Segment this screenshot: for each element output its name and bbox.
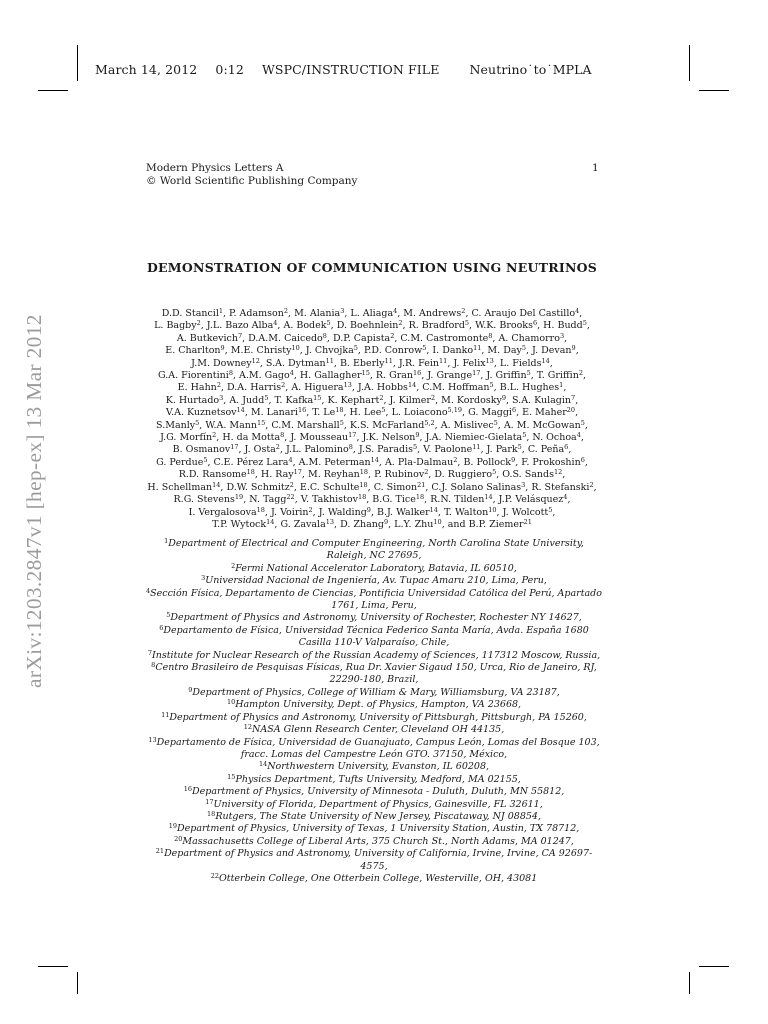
author-line: A. Butkevich$^7$, D.A.M. Caicedo$^8$, D.P. Capista$^2$, C.M. Castromonte$^8$, A. Chamorro$^3$,: [176, 331, 568, 344]
affiliation-number: 20: [174, 834, 183, 843]
affiliation-item: [144, 538, 604, 563]
affiliation-text: Department of Physics, College of William & Mary, Williamsburg, VA 23187,: [192, 686, 560, 698]
affiliation-text: Physics Department, Tufts University, Medford, MA 02155,: [235, 773, 521, 785]
author-line: G. Perdue$^5$, C.E. Pérez Lara$^4$, A.M. Peterman$^{14}$, A. Pla-Dalmau$^2$, B. Pollock$^9$, F. Prokoshin$^6$,: [156, 455, 588, 468]
author-line: D.D. Stancil$^1$, P. Adamson$^2$, M. Alania$^3$, L. Aliaga$^4$, M. Andrews$^2$, C. Araujo Del Castillo$^4$,: [161, 307, 583, 319]
author-line: H. Schellman$^{14}$, D.W. Schmitz$^2$, E.C. Schulte$^{18}$, C. Simon$^{21}$, C.J. Solano Salinas$^3$, R. Stefanski$^2$,: [147, 480, 597, 493]
crop-mark: [699, 966, 729, 967]
affiliation-text: Department of Electrical and Computer Engineering, North Carolina State University, Raleigh, NC 27695,: [168, 538, 584, 562]
journal-block: [146, 162, 357, 188]
author-line: R.D. Ransome$^{18}$, H. Ray$^{17}$, M. Reyhan$^{18}$, P. Rubinov$^2$, D. Ruggiero$^5$, O.S. Sands$^{12}$,: [178, 468, 566, 481]
affiliation-item: [144, 823, 604, 835]
author-line: V.A. Kuznetsov$^{14}$, M. Lanari$^{16}$, T. Le$^{18}$, H. Lee$^5$, L. Loiacono$^{5,19}$, G. Maggi$^6$, E. Maher$^{20}$,: [165, 406, 579, 419]
affiliation-text: Northwestern University, Evanston, IL 60208,: [267, 761, 490, 773]
affiliation-list: [144, 538, 604, 885]
affiliation-text: Departamento de Física, Universidad Técnica Federico Santa María, Avda. España 1680 Casilla 110-V Valparaíso, Chile,: [163, 624, 589, 649]
paper-title: DEMONSTRATION OF COMMUNICATION USING NEUTRINOS: [146, 260, 598, 275]
crop-mark: [689, 972, 690, 994]
affiliation-text: Otterbein College, One Otterbein College, Westerville, OH, 43081: [218, 872, 538, 884]
author-line: E. Charlton$^9$, M.E. Christy$^{10}$, J. Chvojka$^5$, P.D. Conrow$^5$, I. Danko$^{11}$, M. Day$^5$, J. Devan$^9$,: [165, 344, 579, 357]
crop-mark: [699, 90, 729, 91]
affiliation-item: [144, 848, 604, 873]
affiliation-item: [144, 737, 604, 762]
author-line: R.G. Stevens$^{19}$, N. Tagg$^{22}$, V. Takhistov$^{18}$, B.G. Tice$^{18}$, R.N. Tilden$^{14}$, J.P. Velásquez$^4$,: [173, 493, 571, 506]
affiliation-number: 1: [164, 537, 169, 545]
affiliation-number: 6: [159, 623, 164, 632]
affiliation-item: [144, 873, 604, 885]
affiliation-item: [144, 811, 604, 823]
affiliation-item: [144, 563, 604, 575]
author-line: J.G. Morfín$^2$, H. da Motta$^8$, J. Mousseau$^{17}$, J.K. Nelson$^9$, J.A. Niemiec-Gielata$^5$, N. Ochoa$^4$,: [160, 431, 584, 444]
affiliation-number: 15: [227, 772, 236, 781]
affiliation-text: Department of Physics, University of Minnesota - Duluth, Duluth, MN 55812,: [192, 786, 565, 798]
affiliation-number: 22: [210, 871, 219, 880]
affiliation-number: 18: [207, 809, 216, 818]
affiliation-number: 13: [148, 735, 157, 744]
affiliation-number: 11: [161, 710, 170, 719]
affiliation-item: [144, 588, 604, 613]
affiliation-number: 21: [155, 847, 165, 856]
affiliation-number: 10: [226, 698, 236, 707]
header-file-label: WSPC/INSTRUCTION FILE: [261, 62, 440, 77]
author-line: G.A. Fiorentini$^8$, A.M. Gago$^4$, H. Gallagher$^{15}$, R. Gran$^{16}$, J. Grange$^{17}$, J. Griffin$^5$, T. Griffin$^2$,: [158, 369, 586, 382]
arxiv-identifier[interactable]: arXiv:1203.2847v1 [hep-ex] 13 Mar 2012: [22, 314, 46, 688]
affiliation-number: 12: [243, 723, 253, 732]
affiliation-item: [144, 699, 604, 711]
author-line: B. Osmanov$^{17}$, J. Osta$^2$, J.L. Palomino$^8$, J.S. Paradis$^5$, V. Paolone$^{11}$, J. Park$^5$, C. Peña$^6$,: [172, 443, 572, 456]
crop-mark: [77, 972, 78, 994]
affiliation-text: Fermi National Accelerator Laboratory, Batavia, IL 60510,: [235, 562, 517, 574]
affiliation-item: [144, 836, 604, 848]
author-line: S.Manly$^5$, W.A. Mann$^{15}$, C.M. Marshall$^5$, K.S. McFarland$^{5,2}$, A. Mislivec$^5$, A. M. McGowan$^5$,: [156, 418, 588, 431]
affiliation-number: 19: [168, 822, 177, 831]
affiliation-number: 16: [183, 785, 192, 794]
author-line: I. Vergalosova$^{18}$, J. Voirin$^2$, J. Walding$^9$, B.J. Walker$^{14}$, T. Walton$^{10}$, J. Wolcott$^5$,: [188, 505, 556, 518]
author-list: [140, 308, 604, 531]
journal-name: Modern Physics Letters A: [146, 162, 284, 174]
affiliation-item: [144, 662, 604, 687]
affiliation-text: Hampton University, Dept. of Physics, Hampton, VA 23668,: [235, 699, 522, 711]
running-header: [95, 62, 592, 77]
affiliation-number: 5: [166, 611, 171, 620]
affiliation-item: [144, 650, 604, 662]
affiliation-item: [144, 724, 604, 736]
affiliation-text: Department of Physics, University of Texas, 1 University Station, Austin, TX 78712,: [177, 823, 580, 835]
affiliation-text: NASA Glenn Research Center, Cleveland OH 44135,: [252, 724, 505, 736]
affiliation-text: University of Florida, Department of Physics, Gainesville, FL 32611,: [213, 798, 543, 810]
affiliation-number: 9: [188, 685, 193, 694]
author-line: J.M. Downey$^{12}$, S.A. Dytman$^{11}$, B. Eberly$^{11}$, J.R. Fein$^{11}$, J. Felix$^{13}$, L. Fields$^{14}$,: [191, 356, 553, 369]
header-time: 0:12: [215, 62, 244, 77]
affiliation-item: [144, 612, 604, 624]
affiliation-item: [144, 687, 604, 699]
affiliation-item: [144, 575, 604, 587]
affiliation-number: 14: [258, 760, 268, 769]
affiliation-item: [144, 761, 604, 773]
affiliation-text: Department of Physics and Astronomy, University of Pittsburgh, Pittsburgh, PA 15260,: [169, 711, 587, 723]
author-line: L. Bagby$^2$, J.L. Bazo Alba$^4$, A. Bodek$^5$, D. Boehnlein$^2$, R. Bradford$^5$, W.K. Brooks$^6$, H. Budd$^5$,: [154, 319, 590, 332]
affiliation-item: [144, 712, 604, 724]
author-line: K. Hurtado$^3$, A. Judd$^5$, T. Kafka$^{15}$, K. Kephart$^2$, J. Kilmer$^2$, M. Kordosky$^9$, S.A. Kulagin$^7$,: [165, 393, 579, 406]
affiliation-text: Rutgers, The State University of New Jersey, Piscataway, NJ 08854,: [215, 810, 541, 822]
affiliation-text: Universidad Nacional de Ingeniería, Av. Tupac Amaru 210, Lima, Peru,: [205, 575, 547, 587]
affiliation-text: Massachusetts College of Liberal Arts, 375 Church St., North Adams, MA 01247,: [182, 835, 574, 847]
affiliation-text: Sección Física, Departamento de Ciencias, Pontificia Universidad Católica del Perú, Apartado 1761, Lima, Peru,: [150, 587, 602, 612]
affiliation-text: Centro Brasileiro de Pesquisas Físicas, Rua Dr. Xavier Sigaud 150, Urca, Rio de Janeiro, RJ, 22290-180, Brazil,: [155, 662, 597, 686]
affiliation-number: 7: [147, 648, 152, 657]
affiliation-text: Institute for Nuclear Research of the Russian Academy of Sciences, 117312 Moscow, Russia,: [151, 649, 601, 661]
affiliation-number: 17: [205, 797, 214, 806]
affiliation-item: [144, 774, 604, 786]
affiliation-number: 4: [146, 586, 151, 595]
crop-mark: [77, 45, 78, 81]
affiliation-text: Department of Physics and Astronomy, University of California, Irvine, Irvine, CA 92697-4575,: [164, 848, 593, 872]
crop-mark: [38, 966, 68, 967]
affiliation-number: 8: [151, 661, 156, 670]
journal-publisher: © World Scientific Publishing Company: [146, 175, 358, 187]
affiliation-text: Departamento de Física, Universidad de Guanajuato, Campus León, Lomas del Bosque 103, fracc. Lomas del Campestre León GTO. 37150, México,: [156, 736, 600, 760]
crop-mark: [689, 45, 690, 81]
crop-mark: [38, 90, 68, 91]
page-number: 1: [592, 162, 599, 174]
affiliation-item: [144, 625, 604, 650]
header-file-name: Neutrino˙to˙MPLA: [469, 62, 592, 77]
author-line: E. Hahn$^2$, D.A. Harris$^2$, A. Higuera$^{13}$, J.A. Hobbs$^{14}$, C.M. Hoffman$^5$, B.L. Hughes$^1$,: [177, 381, 567, 394]
affiliation-number: 3: [201, 574, 206, 583]
affiliation-number: 2: [231, 561, 236, 570]
affiliation-text: Department of Physics and Astronomy, University of Rochester, Rochester NY 14627,: [170, 612, 582, 624]
author-line: T.P. Wytock$^{14}$, G. Zavala$^{13}$, D. Zhang$^9$, L.Y. Zhu$^{10}$, and B.P. Ziemer$^{21}$: [212, 517, 532, 530]
header-date: March 14, 2012: [95, 62, 198, 77]
